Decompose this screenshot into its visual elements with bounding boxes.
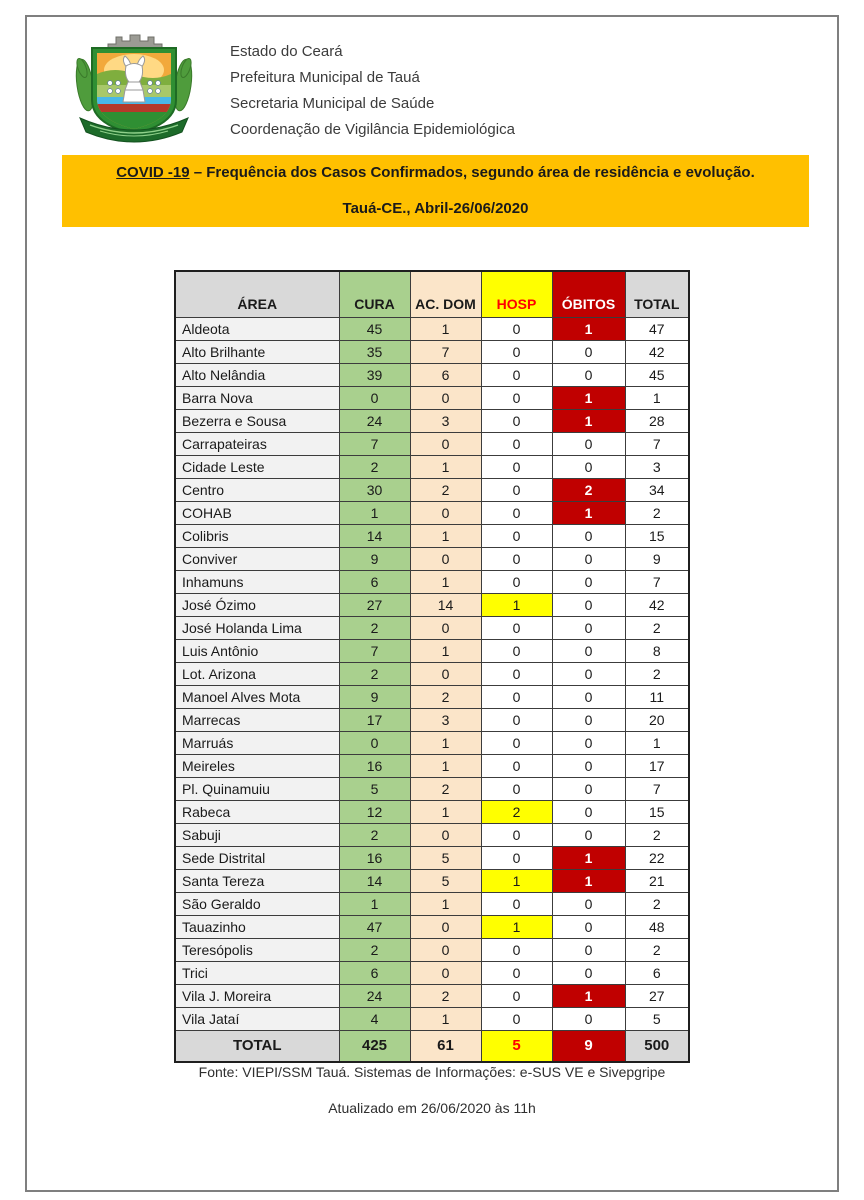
total-cell: 22 [625,846,689,869]
obitos-cell: 1 [552,846,625,869]
total-total-cell: 500 [625,1030,689,1062]
total-cell: 2 [625,662,689,685]
cura-cell: 9 [339,547,410,570]
area-cell: Alto Nelândia [175,363,339,386]
total-cell: 7 [625,432,689,455]
banner-title-rest: – Frequência dos Casos Confirmados, segundo área de residência e evolução. [189,164,755,181]
hosp-cell: 0 [481,662,552,685]
cura-cell: 2 [339,662,410,685]
table-row [175,708,689,731]
obitos-cell: 0 [552,570,625,593]
taua-coat-of-arms-icon [70,30,198,148]
table-row [175,892,689,915]
total-cell: 27 [625,984,689,1007]
col-header-obitos: ÓBITOS [552,271,625,317]
cura-cell: 2 [339,455,410,478]
cura-cell: 14 [339,524,410,547]
ac-dom-cell: 1 [410,317,481,340]
obitos-cell: 0 [552,892,625,915]
area-cell: Santa Tereza [175,869,339,892]
ac-dom-cell: 3 [410,708,481,731]
hosp-cell: 0 [481,846,552,869]
col-header-cura: CURA [339,271,410,317]
area-cell: Marrecas [175,708,339,731]
hosp-cell: 0 [481,570,552,593]
ac-dom-cell: 0 [410,938,481,961]
col-header-hosp: HOSP [481,271,552,317]
total-cell: 5 [625,1007,689,1030]
ac-dom-cell: 0 [410,547,481,570]
total-cell: 1 [625,386,689,409]
table-body [175,317,689,1030]
total-cell: 7 [625,570,689,593]
hosp-cell: 0 [481,639,552,662]
table-row [175,800,689,823]
table-row [175,409,689,432]
obitos-cell: 0 [552,593,625,616]
area-cell: José Holanda Lima [175,616,339,639]
cura-cell: 17 [339,708,410,731]
hosp-cell: 0 [481,1007,552,1030]
area-cell: Bezerra e Sousa [175,409,339,432]
area-cell: Meireles [175,754,339,777]
area-cell: José Ózimo [175,593,339,616]
ac-dom-cell: 1 [410,1007,481,1030]
table-row [175,938,689,961]
hosp-cell: 0 [481,386,552,409]
table-row [175,984,689,1007]
obitos-cell: 0 [552,731,625,754]
table-row [175,455,689,478]
obitos-cell: 0 [552,938,625,961]
total-cell: 28 [625,409,689,432]
obitos-cell: 0 [552,1007,625,1030]
area-cell: Vila J. Moreira [175,984,339,1007]
letterhead [70,30,515,148]
total-cell: 42 [625,593,689,616]
area-cell: Tauazinho [175,915,339,938]
cura-cell: 0 [339,386,410,409]
cura-cell: 39 [339,363,410,386]
ac-dom-cell: 0 [410,616,481,639]
updated-note: Atualizado em 26/06/2020 às 11h [328,1100,536,1116]
page-frame [25,15,839,1192]
total-cell: 11 [625,685,689,708]
area-cell: Teresópolis [175,938,339,961]
ac-dom-cell: 14 [410,593,481,616]
ac-dom-cell: 2 [410,984,481,1007]
hosp-cell: 2 [481,800,552,823]
col-header-area: ÁREA [175,271,339,317]
area-cell: Sede Distrital [175,846,339,869]
table-row [175,869,689,892]
area-cell: Trici [175,961,339,984]
banner-title [62,164,809,181]
total-cell: 45 [625,363,689,386]
area-cell: Alto Brilhante [175,340,339,363]
table-row [175,386,689,409]
obitos-cell: 1 [552,869,625,892]
area-cell: Manoel Alves Mota [175,685,339,708]
cura-cell: 1 [339,892,410,915]
obitos-cell: 0 [552,547,625,570]
cura-cell: 27 [339,593,410,616]
ac-dom-cell: 2 [410,777,481,800]
total-cell: 9 [625,547,689,570]
ac-dom-cell: 0 [410,432,481,455]
ac-dom-cell: 1 [410,570,481,593]
area-cell: Pl. Quinamuiu [175,777,339,800]
total-acdom-cell: 61 [410,1030,481,1062]
area-cell: Cidade Leste [175,455,339,478]
table-row [175,662,689,685]
ac-dom-cell: 3 [410,409,481,432]
org-line-coordination: Coordenação de Vigilância Epidemiológica [230,121,515,138]
obitos-cell: 0 [552,754,625,777]
area-cell: COHAB [175,501,339,524]
area-cell: Barra Nova [175,386,339,409]
total-cell: 2 [625,892,689,915]
area-cell: Vila Jataí [175,1007,339,1030]
total-label: TOTAL [175,1030,339,1062]
cura-cell: 47 [339,915,410,938]
hosp-cell: 0 [481,432,552,455]
total-cell: 42 [625,340,689,363]
cura-cell: 1 [339,501,410,524]
table-row [175,501,689,524]
table-row [175,524,689,547]
table-row [175,317,689,340]
table-row [175,593,689,616]
obitos-cell: 2 [552,478,625,501]
area-cell: Conviver [175,547,339,570]
total-cell: 2 [625,501,689,524]
hosp-cell: 1 [481,593,552,616]
total-cell: 7 [625,777,689,800]
ac-dom-cell: 1 [410,524,481,547]
ac-dom-cell: 5 [410,869,481,892]
area-cell: Lot. Arizona [175,662,339,685]
ac-dom-cell: 1 [410,800,481,823]
obitos-cell: 0 [552,639,625,662]
org-line-prefecture: Prefeitura Municipal de Tauá [230,69,420,86]
area-cell: Sabuji [175,823,339,846]
cura-cell: 4 [339,1007,410,1030]
table-row [175,639,689,662]
total-cell: 34 [625,478,689,501]
title-banner [62,155,809,227]
obitos-cell: 0 [552,363,625,386]
table-row [175,685,689,708]
cases-table [174,270,690,1063]
hosp-cell: 0 [481,478,552,501]
total-cell: 15 [625,800,689,823]
hosp-cell: 0 [481,754,552,777]
total-cell: 48 [625,915,689,938]
table-row [175,547,689,570]
total-cell: 8 [625,639,689,662]
hosp-cell: 0 [481,317,552,340]
cura-cell: 7 [339,432,410,455]
cura-cell: 9 [339,685,410,708]
table-row [175,846,689,869]
total-cell: 2 [625,938,689,961]
table-row [175,961,689,984]
ac-dom-cell: 1 [410,731,481,754]
banner-title-covid: COVID -19 [116,164,190,181]
table-row [175,363,689,386]
hosp-cell: 0 [481,524,552,547]
total-cell: 1 [625,731,689,754]
table-row [175,915,689,938]
col-header-total: TOTAL [625,271,689,317]
org-title-block [230,30,515,148]
hosp-cell: 0 [481,363,552,386]
obitos-cell: 0 [552,616,625,639]
ac-dom-cell: 0 [410,501,481,524]
ac-dom-cell: 0 [410,386,481,409]
cura-cell: 2 [339,823,410,846]
cases-table-wrapper [174,270,690,1063]
total-hosp-cell: 5 [481,1030,552,1062]
ac-dom-cell: 1 [410,639,481,662]
hosp-cell: 0 [481,547,552,570]
obitos-cell: 0 [552,777,625,800]
org-line-secretariat: Secretaria Municipal de Saúde [230,95,435,112]
total-row [175,1030,689,1062]
hosp-cell: 0 [481,409,552,432]
hosp-cell: 0 [481,616,552,639]
cura-cell: 24 [339,984,410,1007]
area-cell: Centro [175,478,339,501]
cura-cell: 35 [339,340,410,363]
ac-dom-cell: 6 [410,363,481,386]
obitos-cell: 1 [552,501,625,524]
table-row [175,1007,689,1030]
cura-cell: 14 [339,869,410,892]
header-row [175,271,689,317]
total-cell: 2 [625,616,689,639]
obitos-cell: 0 [552,685,625,708]
ac-dom-cell: 0 [410,662,481,685]
table-row [175,616,689,639]
obitos-cell: 0 [552,823,625,846]
table-row [175,432,689,455]
cura-cell: 30 [339,478,410,501]
banner-subtitle: Tauá-CE., Abril-26/06/2020 [342,200,529,217]
cura-cell: 16 [339,846,410,869]
obitos-cell: 1 [552,984,625,1007]
cura-cell: 0 [339,731,410,754]
total-cell: 6 [625,961,689,984]
total-cell: 17 [625,754,689,777]
table-row [175,754,689,777]
hosp-cell: 0 [481,685,552,708]
hosp-cell: 0 [481,455,552,478]
cura-cell: 24 [339,409,410,432]
cura-cell: 7 [339,639,410,662]
ac-dom-cell: 1 [410,754,481,777]
table-row [175,731,689,754]
hosp-cell: 1 [481,869,552,892]
ac-dom-cell: 7 [410,340,481,363]
area-cell: Luis Antônio [175,639,339,662]
total-obitos-cell: 9 [552,1030,625,1062]
ac-dom-cell: 0 [410,915,481,938]
area-cell: Marruás [175,731,339,754]
obitos-cell: 0 [552,961,625,984]
ac-dom-cell: 2 [410,478,481,501]
hosp-cell: 0 [481,501,552,524]
area-cell: Aldeota [175,317,339,340]
area-cell: Carrapateiras [175,432,339,455]
obitos-cell: 0 [552,662,625,685]
ac-dom-cell: 0 [410,823,481,846]
cura-cell: 5 [339,777,410,800]
hosp-cell: 0 [481,938,552,961]
total-cell: 2 [625,823,689,846]
ac-dom-cell: 1 [410,455,481,478]
cura-cell: 6 [339,570,410,593]
cura-cell: 16 [339,754,410,777]
table-row [175,340,689,363]
hosp-cell: 1 [481,915,552,938]
hosp-cell: 0 [481,823,552,846]
table-row [175,777,689,800]
obitos-cell: 0 [552,432,625,455]
obitos-cell: 0 [552,800,625,823]
obitos-cell: 0 [552,455,625,478]
hosp-cell: 0 [481,340,552,363]
hosp-cell: 0 [481,961,552,984]
area-cell: Rabeca [175,800,339,823]
area-cell: Inhamuns [175,570,339,593]
obitos-cell: 0 [552,708,625,731]
cura-cell: 12 [339,800,410,823]
table-row [175,478,689,501]
source-note: Fonte: VIEPI/SSM Tauá. Sistemas de Informações: e-SUS VE e Sivepgripe [198,1064,666,1080]
total-cell: 3 [625,455,689,478]
obitos-cell: 0 [552,915,625,938]
obitos-cell: 1 [552,386,625,409]
obitos-cell: 0 [552,524,625,547]
ac-dom-cell: 5 [410,846,481,869]
area-cell: São Geraldo [175,892,339,915]
cura-cell: 2 [339,938,410,961]
area-cell: Colibris [175,524,339,547]
hosp-cell: 0 [481,984,552,1007]
total-cell: 21 [625,869,689,892]
hosp-cell: 0 [481,892,552,915]
hosp-cell: 0 [481,731,552,754]
org-line-state: Estado do Ceará [230,43,343,60]
total-cell: 47 [625,317,689,340]
cura-cell: 6 [339,961,410,984]
hosp-cell: 0 [481,708,552,731]
obitos-cell: 1 [552,317,625,340]
ac-dom-cell: 0 [410,961,481,984]
ac-dom-cell: 2 [410,685,481,708]
total-cura-cell: 425 [339,1030,410,1062]
table-row [175,823,689,846]
total-cell: 20 [625,708,689,731]
table-row [175,570,689,593]
cura-cell: 2 [339,616,410,639]
col-header-ac-dom: AC. DOM [410,271,481,317]
total-cell: 15 [625,524,689,547]
ac-dom-cell: 1 [410,892,481,915]
obitos-cell: 0 [552,340,625,363]
hosp-cell: 0 [481,777,552,800]
obitos-cell: 1 [552,409,625,432]
cura-cell: 45 [339,317,410,340]
